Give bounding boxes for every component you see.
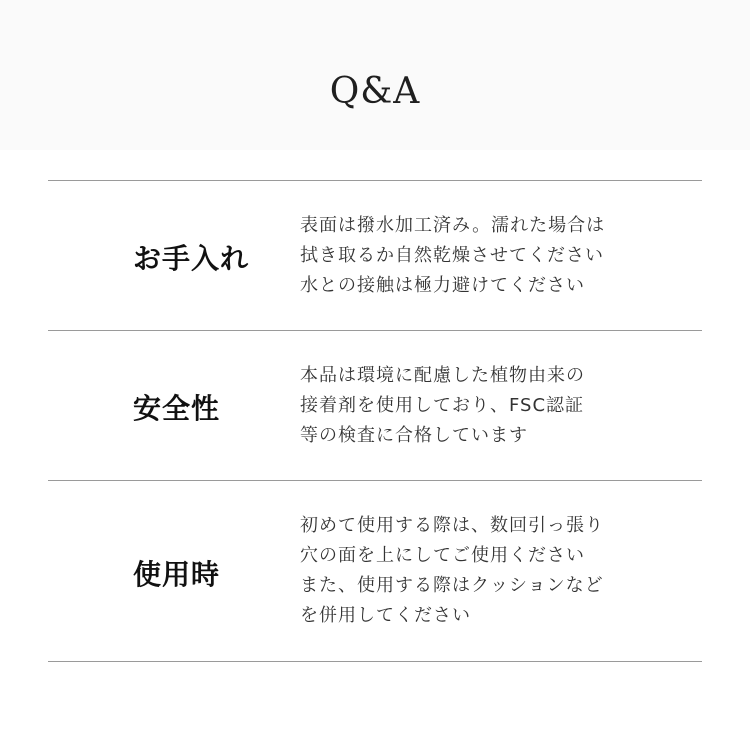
answer-line: 本品は環境に配慮した植物由来の xyxy=(300,365,585,386)
answer-line: 表面は撥水加工済み。濡れた場合は xyxy=(300,215,606,236)
question-safety: 安全性 xyxy=(133,392,221,425)
answer-line: 接着剤を使用しており、FSC認証 xyxy=(300,395,585,416)
answer-line: 初めて使用する際は、数回引っ張り xyxy=(300,515,604,536)
answer-safety xyxy=(300,361,700,451)
answer-line: を併用してください xyxy=(300,605,471,626)
header-band xyxy=(0,0,750,150)
answer-line: 等の検査に合格しています xyxy=(300,425,528,446)
qa-item-usage xyxy=(48,481,702,661)
question-usage: 使用時 xyxy=(133,558,221,591)
page-title: Q&A xyxy=(329,71,421,112)
qa-item-care xyxy=(48,181,702,330)
answer-line: 拭き取るか自然乾燥させてください xyxy=(300,245,604,266)
answer-line: 水との接触は極力避けてください xyxy=(300,275,585,296)
divider xyxy=(48,661,702,662)
question-care: お手入れ xyxy=(133,242,250,275)
answer-care xyxy=(300,211,700,301)
answer-line: 穴の面を上にしてご使用ください xyxy=(300,545,585,566)
answer-usage xyxy=(300,511,700,631)
answer-line: また、使用する際はクッションなど xyxy=(300,575,604,596)
qa-item-safety xyxy=(48,331,702,480)
